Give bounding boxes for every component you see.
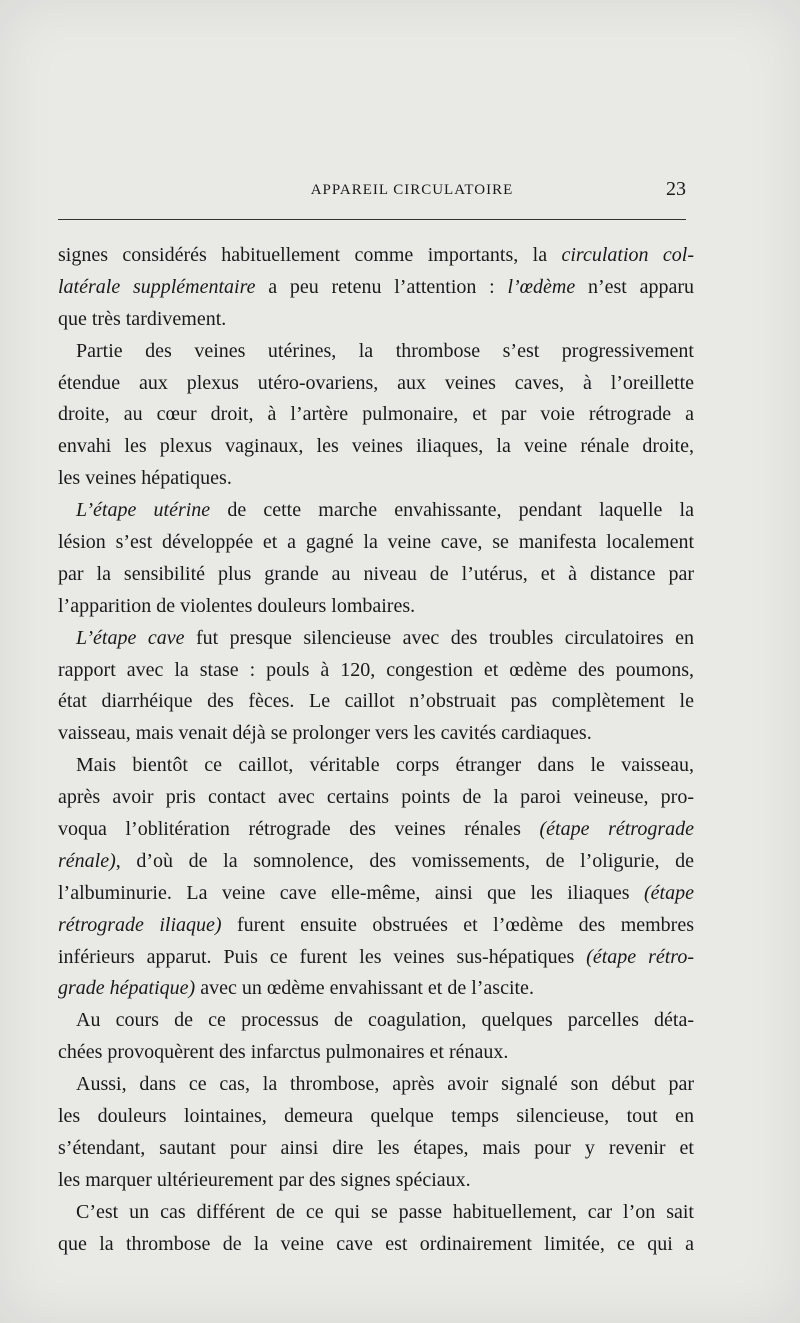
text-line: [58, 878, 694, 910]
line-text: Aussi, dans ce cas, la thrombose, après avoir signalé son début par: [76, 1073, 694, 1096]
line-text: Au cours de ce processus de coagulation, quelques parcelles déta-: [76, 1009, 694, 1032]
running-title: APPAREIL CIRCULATOIRE: [310, 182, 514, 198]
line-text: envahi les plexus vaginaux, les veines iliaques, la veine rénale droite,: [58, 435, 694, 458]
line-text: l’albuminurie. La veine cave elle-même, ainsi que les iliaques: [58, 881, 645, 904]
text-line: [58, 782, 694, 814]
paragraph-start: [58, 1069, 694, 1101]
text-line: [58, 846, 694, 878]
paragraph-start: [58, 495, 694, 527]
italic-text: grade hépatique): [58, 977, 196, 1000]
italic-text: circulation col-: [561, 244, 694, 266]
text-line: [58, 1229, 694, 1261]
text-line: [58, 304, 694, 336]
text-line: [58, 973, 694, 1005]
line-text: avec un œdème envahissant et de l’ascite.: [195, 977, 534, 1000]
text-line: [58, 399, 694, 431]
italic-text: (étape rétro-: [586, 945, 695, 968]
paragraph-start: [58, 1005, 694, 1037]
line-text: s’étendant, sautant pour ainsi dire les étapes, mais pour y revenir et: [58, 1136, 694, 1159]
text-line: [58, 1101, 694, 1133]
paragraph-start: [58, 750, 694, 782]
line-text: a peu retenu l’attention :: [255, 275, 508, 298]
line-text: l’apparition de violentes douleurs lombaires.: [58, 594, 416, 617]
line-text: étendue aux plexus utéro-ovariens, aux veines caves, à l’oreillette: [58, 371, 694, 394]
text-line: [58, 559, 694, 591]
text-line: [58, 718, 694, 750]
text-line: [58, 463, 694, 495]
line-text: furent ensuite obstruées et l’œdème des membres: [221, 913, 694, 936]
italic-text: (étape rétrograde: [539, 818, 694, 841]
line-text: fut presque silencieuse avec des troubles circulatoires en: [184, 626, 694, 649]
text-line: [58, 431, 694, 463]
paragraph-start: [58, 623, 694, 655]
body-text: [58, 240, 694, 1261]
line-text: les veines hépatiques.: [58, 467, 232, 490]
italic-text: rénale): [58, 849, 116, 872]
text-line: [58, 1133, 694, 1165]
italic-text: latérale supplémentaire: [58, 275, 256, 298]
line-text: voqua l’oblitération rétrograde des veines rénales: [58, 818, 540, 841]
italic-text: l’œdème: [507, 275, 576, 298]
line-text: les douleurs lointaines, demeura quelque temps silencieuse, tout en: [58, 1105, 694, 1128]
line-text: inférieurs apparut. Puis ce furent les veines sus-hépatiques: [58, 945, 587, 968]
paragraph-start: [58, 1197, 694, 1229]
text-line: [58, 591, 694, 623]
line-text: état diarrhéique des fèces. Le caillot n’obstruait pas complètement le: [58, 690, 694, 713]
line-text: après avoir pris contact avec certains points de la paroi veineuse, pro-: [58, 786, 694, 809]
text-line: [58, 686, 694, 718]
italic-text: L’étape cave: [76, 626, 185, 649]
text-line: [58, 1165, 694, 1197]
text-line: [58, 910, 694, 942]
text-line: [58, 368, 694, 400]
text-line: [58, 1037, 694, 1069]
page-number: 23: [666, 178, 686, 200]
line-text: Mais bientôt ce caillot, véritable corps étranger dans le vaisseau,: [76, 754, 694, 777]
line-text: de cette marche envahissante, pendant laquelle la: [210, 499, 694, 522]
line-text: les marquer ultérieurement par des signes spéciaux.: [58, 1168, 471, 1191]
line-text: , d’où de la somnolence, des vomissements, de l’oligurie, de: [115, 849, 694, 872]
line-text: droite, au cœur droit, à l’artère pulmonaire, et par voie rétrograde a: [58, 403, 694, 426]
line-text: n’est apparu: [575, 275, 695, 298]
line-text: par la sensibilité plus grande au niveau de l’utérus, et à distance par: [58, 562, 694, 585]
italic-text: (étape: [644, 881, 694, 904]
text-line: [58, 655, 694, 687]
line-text: rapport avec la stase : pouls à 120, congestion et œdème des poumons,: [58, 658, 694, 681]
line-text: C’est un cas différent de ce qui se passe habituellement, car l’on sait: [76, 1200, 694, 1223]
text-line: [58, 527, 694, 559]
line-text: signes considérés habituellement comme importants, la: [58, 244, 562, 266]
running-head: [58, 178, 686, 206]
text-line: [58, 240, 694, 272]
line-text: lésion s’est développée et a gagné la veine cave, se manifesta localement: [58, 531, 694, 554]
italic-text: rétrograde iliaque): [58, 913, 222, 936]
text-line: [58, 814, 694, 846]
line-text: que la thrombose de la veine cave est ordinairement limitée, ce qui a: [58, 1232, 694, 1255]
text-line: [58, 272, 694, 304]
line-text: chées provoquèrent des infarctus pulmonaires et rénaux.: [58, 1041, 509, 1064]
italic-text: L’étape utérine: [76, 499, 211, 522]
line-text: Partie des veines utérines, la thrombose s’est progressivement: [76, 339, 694, 362]
header-rule: [58, 219, 686, 220]
line-text: vaisseau, mais venait déjà se prolonger vers les cavités cardiaques.: [58, 722, 592, 745]
line-text: que très tardivement.: [58, 307, 227, 330]
paragraph-start: [58, 336, 694, 368]
text-line: [58, 942, 694, 974]
